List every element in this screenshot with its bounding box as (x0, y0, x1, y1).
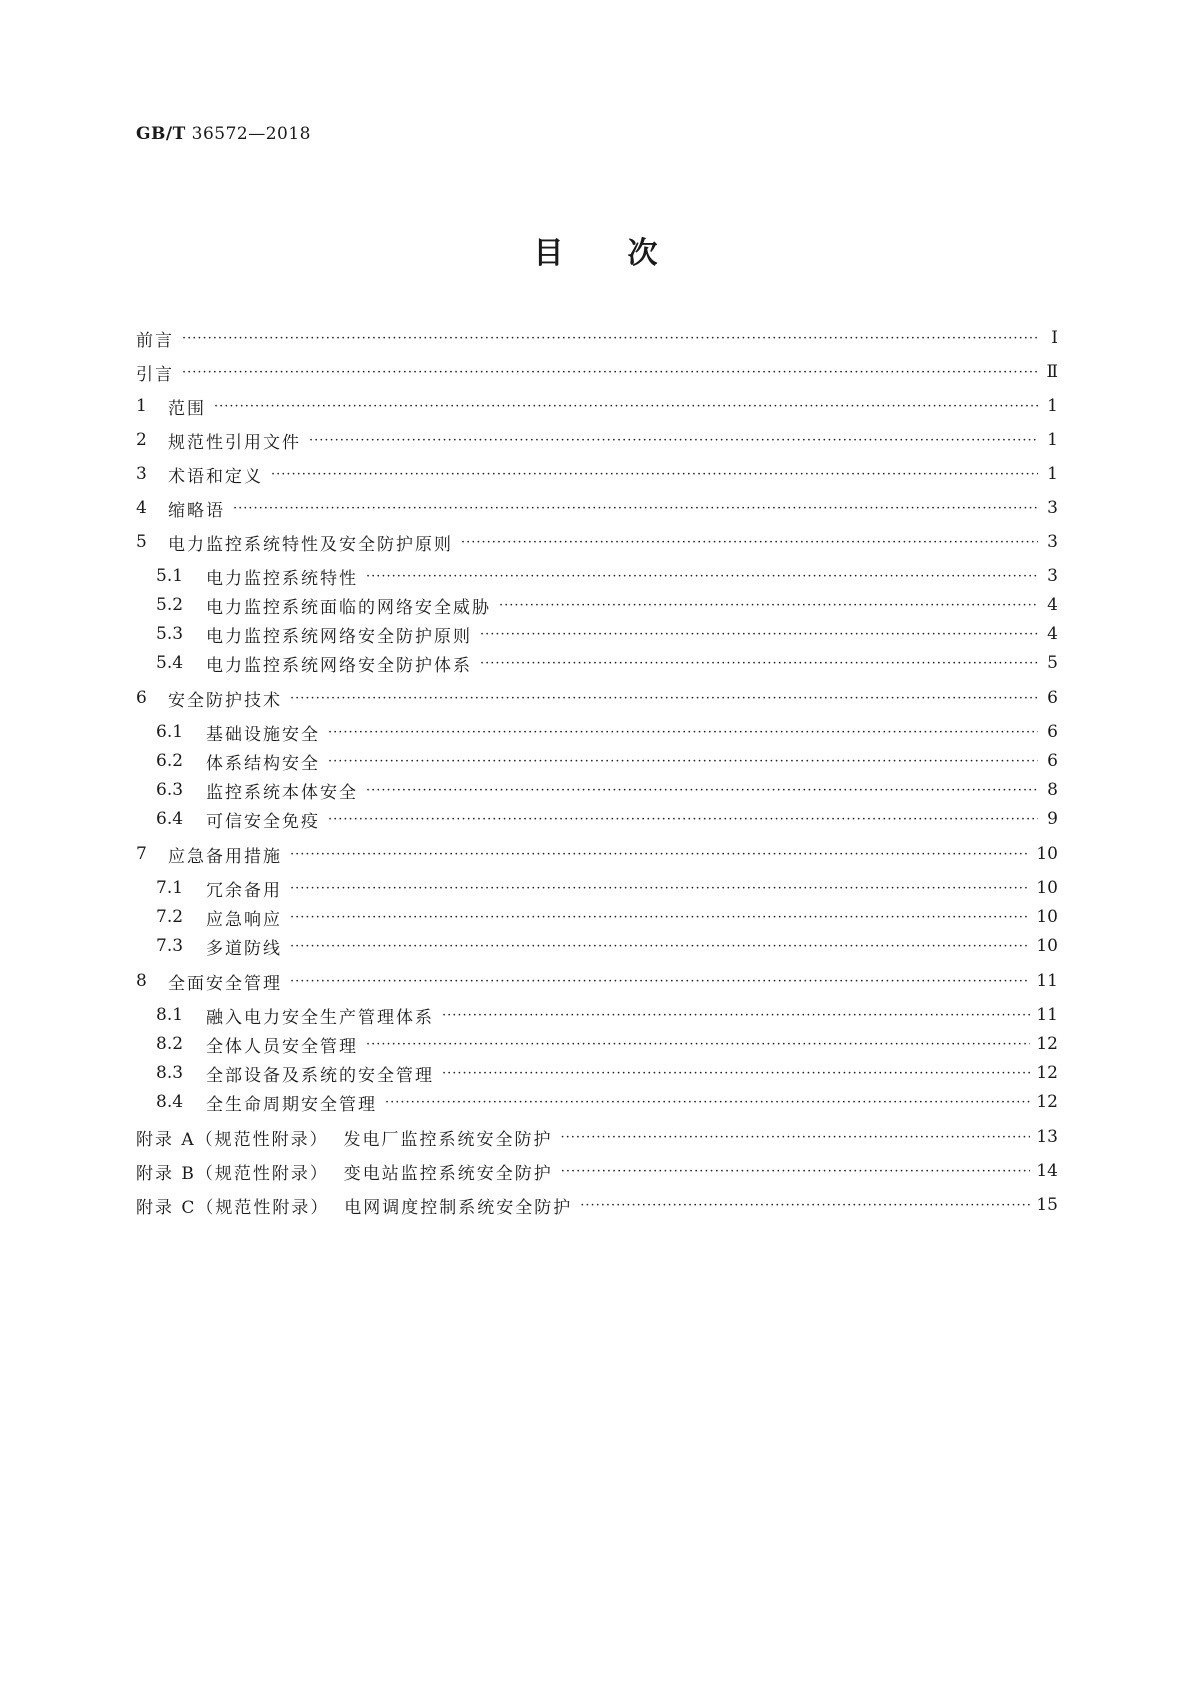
toc-entry-7-2[interactable] (156, 905, 1058, 929)
toc-label: 引言 (136, 364, 174, 385)
toc-label: 范围 (168, 398, 206, 419)
toc-number: 5.1 (156, 566, 184, 586)
toc-entry-5-2[interactable] (156, 593, 1058, 617)
leader-dots (480, 627, 1038, 642)
toc-number: 6.1 (156, 722, 184, 742)
leader-dots (328, 812, 1038, 827)
toc-page: 11 (1036, 1005, 1058, 1025)
toc-number: 7.2 (156, 907, 184, 927)
toc-entry-8-1[interactable] (156, 1003, 1058, 1027)
toc-number: 2 (136, 430, 147, 450)
toc-label: 电力监控系统特性及安全防护原则 (168, 534, 453, 555)
toc-page: 3 (1047, 532, 1058, 552)
leader-dots (290, 974, 1030, 989)
toc-label: 附录 B（规范性附录） 变电站监控系统安全防护 (136, 1163, 553, 1184)
toc-number: 4 (136, 498, 147, 518)
toc-entry-7-3[interactable] (156, 934, 1058, 958)
toc-page: 4 (1047, 624, 1058, 644)
leader-dots (480, 656, 1038, 671)
title-char-1: 目 (533, 236, 564, 271)
toc-page: 10 (1036, 936, 1058, 956)
leader-dots (328, 754, 1038, 769)
toc-entry-2[interactable] (136, 428, 1058, 452)
leader-dots (290, 691, 1038, 706)
leader-dots (290, 939, 1030, 954)
toc-label: 附录 A（规范性附录） 发电厂监控系统安全防护 (136, 1129, 553, 1150)
toc-number: 5 (136, 532, 147, 552)
toc-entry-8-4[interactable] (156, 1090, 1058, 1114)
toc-entry-5[interactable] (136, 530, 1058, 554)
toc-entry-7-1[interactable] (156, 876, 1058, 900)
standard-number: 36572—2018 (191, 124, 311, 144)
leader-dots (328, 725, 1038, 740)
toc-entry-5-4[interactable] (156, 651, 1058, 675)
leader-dots (214, 399, 1038, 414)
toc-entry-5-3[interactable] (156, 622, 1058, 646)
toc-page: 1 (1047, 430, 1058, 450)
toc-entry-6-4[interactable] (156, 807, 1058, 831)
toc-label: 电力监控系统特性 (206, 568, 358, 589)
standard-code (136, 124, 311, 144)
toc-page: 9 (1047, 809, 1058, 829)
toc-page: 5 (1047, 653, 1058, 673)
toc-number: 1 (136, 396, 147, 416)
toc-page: 8 (1047, 780, 1058, 800)
toc-entry-6-3[interactable] (156, 778, 1058, 802)
leader-dots (561, 1164, 1031, 1179)
toc-entry-appendix-c[interactable] (136, 1193, 1058, 1217)
toc-page: Ⅱ (1046, 362, 1058, 382)
toc-number: 3 (136, 464, 147, 484)
toc-label: 前言 (136, 330, 174, 351)
page-title (0, 228, 1191, 272)
toc-page: 1 (1047, 464, 1058, 484)
toc-number: 8.1 (156, 1005, 184, 1025)
toc-number: 8 (136, 971, 147, 991)
toc-label: 应急备用措施 (168, 846, 282, 867)
toc-label: 全体人员安全管理 (206, 1036, 358, 1057)
toc-entry-8[interactable] (136, 969, 1058, 993)
toc-page: 6 (1047, 688, 1058, 708)
leader-dots (290, 881, 1030, 896)
standard-prefix: GB/T (136, 124, 186, 144)
toc-entry-appendix-b[interactable] (136, 1159, 1058, 1183)
toc-page: 12 (1036, 1063, 1058, 1083)
toc-entry-1[interactable] (136, 394, 1058, 418)
toc-number: 8.3 (156, 1063, 184, 1083)
toc-label: 体系结构安全 (206, 753, 320, 774)
toc-entry-6[interactable] (136, 686, 1058, 710)
toc-page: 10 (1036, 907, 1058, 927)
toc-page: 14 (1036, 1161, 1058, 1181)
toc-label: 电力监控系统网络安全防护原则 (206, 626, 472, 647)
toc-number: 8.4 (156, 1092, 184, 1112)
leader-dots (271, 467, 1038, 482)
leader-dots (366, 1037, 1030, 1052)
toc-entry-3[interactable] (136, 462, 1058, 486)
title-char-2: 次 (627, 236, 658, 271)
toc-label: 融入电力安全生产管理体系 (206, 1007, 434, 1028)
toc-number: 6.4 (156, 809, 184, 829)
toc-entry-introduction[interactable] (136, 360, 1058, 384)
toc-page: 12 (1036, 1034, 1058, 1054)
toc-entry-7[interactable] (136, 842, 1058, 866)
toc-label: 缩略语 (168, 500, 225, 521)
toc-number: 5.4 (156, 653, 184, 673)
leader-dots (290, 910, 1030, 925)
toc-page: 4 (1047, 595, 1058, 615)
toc-number: 5.3 (156, 624, 184, 644)
toc-label: 全面安全管理 (168, 973, 282, 994)
leader-dots (442, 1008, 1030, 1023)
toc-entry-8-3[interactable] (156, 1061, 1058, 1085)
toc-label: 术语和定义 (168, 466, 263, 487)
toc-page: 12 (1036, 1092, 1058, 1112)
toc-label: 附录 C（规范性附录） 电网调度控制系统安全防护 (136, 1197, 573, 1218)
toc-label: 监控系统本体安全 (206, 782, 358, 803)
leader-dots (442, 1066, 1030, 1081)
toc-number: 7.3 (156, 936, 184, 956)
toc-number: 6 (136, 688, 147, 708)
leader-dots (366, 569, 1038, 584)
toc-page: 6 (1047, 751, 1058, 771)
toc-page: 1 (1047, 396, 1058, 416)
leader-dots (309, 433, 1038, 448)
toc-label: 电力监控系统面临的网络安全威胁 (206, 597, 491, 618)
toc-page: Ⅰ (1051, 328, 1058, 348)
toc-page: 15 (1036, 1195, 1058, 1215)
toc-entry-appendix-a[interactable] (136, 1125, 1058, 1149)
toc-label: 多道防线 (206, 938, 282, 959)
toc-entry-foreword[interactable] (136, 326, 1058, 350)
toc-entry-8-2[interactable] (156, 1032, 1058, 1056)
toc-label: 全部设备及系统的安全管理 (206, 1065, 434, 1086)
leader-dots (461, 535, 1038, 550)
leader-dots (561, 1130, 1031, 1145)
toc-label: 应急响应 (206, 909, 282, 930)
toc-page: 10 (1036, 878, 1058, 898)
toc-page: 3 (1047, 566, 1058, 586)
toc-page: 6 (1047, 722, 1058, 742)
toc-label: 全生命周期安全管理 (206, 1094, 377, 1115)
toc-number: 7.1 (156, 878, 184, 898)
toc-entry-6-1[interactable] (156, 720, 1058, 744)
toc-label: 安全防护技术 (168, 690, 282, 711)
toc-entry-6-2[interactable] (156, 749, 1058, 773)
toc-entry-4[interactable] (136, 496, 1058, 520)
leader-dots (290, 847, 1030, 862)
toc-number: 7 (136, 844, 147, 864)
toc-entry-5-1[interactable] (156, 564, 1058, 588)
toc-label: 冗余备用 (206, 880, 282, 901)
toc-page: 3 (1047, 498, 1058, 518)
leader-dots (182, 331, 1038, 346)
toc-page: 11 (1036, 971, 1058, 991)
toc-page: 10 (1036, 844, 1058, 864)
leader-dots (499, 598, 1038, 613)
toc-number: 8.2 (156, 1034, 184, 1054)
toc-number: 6.3 (156, 780, 184, 800)
toc-label: 基础设施安全 (206, 724, 320, 745)
leader-dots (366, 783, 1038, 798)
leader-dots (182, 365, 1038, 380)
toc-page: 13 (1036, 1127, 1058, 1147)
leader-dots (580, 1198, 1030, 1213)
toc-number: 6.2 (156, 751, 184, 771)
toc-number: 5.2 (156, 595, 184, 615)
toc-label: 可信安全免疫 (206, 811, 320, 832)
toc-label: 电力监控系统网络安全防护体系 (206, 655, 472, 676)
leader-dots (233, 501, 1038, 516)
toc-label: 规范性引用文件 (168, 432, 301, 453)
leader-dots (385, 1095, 1030, 1110)
